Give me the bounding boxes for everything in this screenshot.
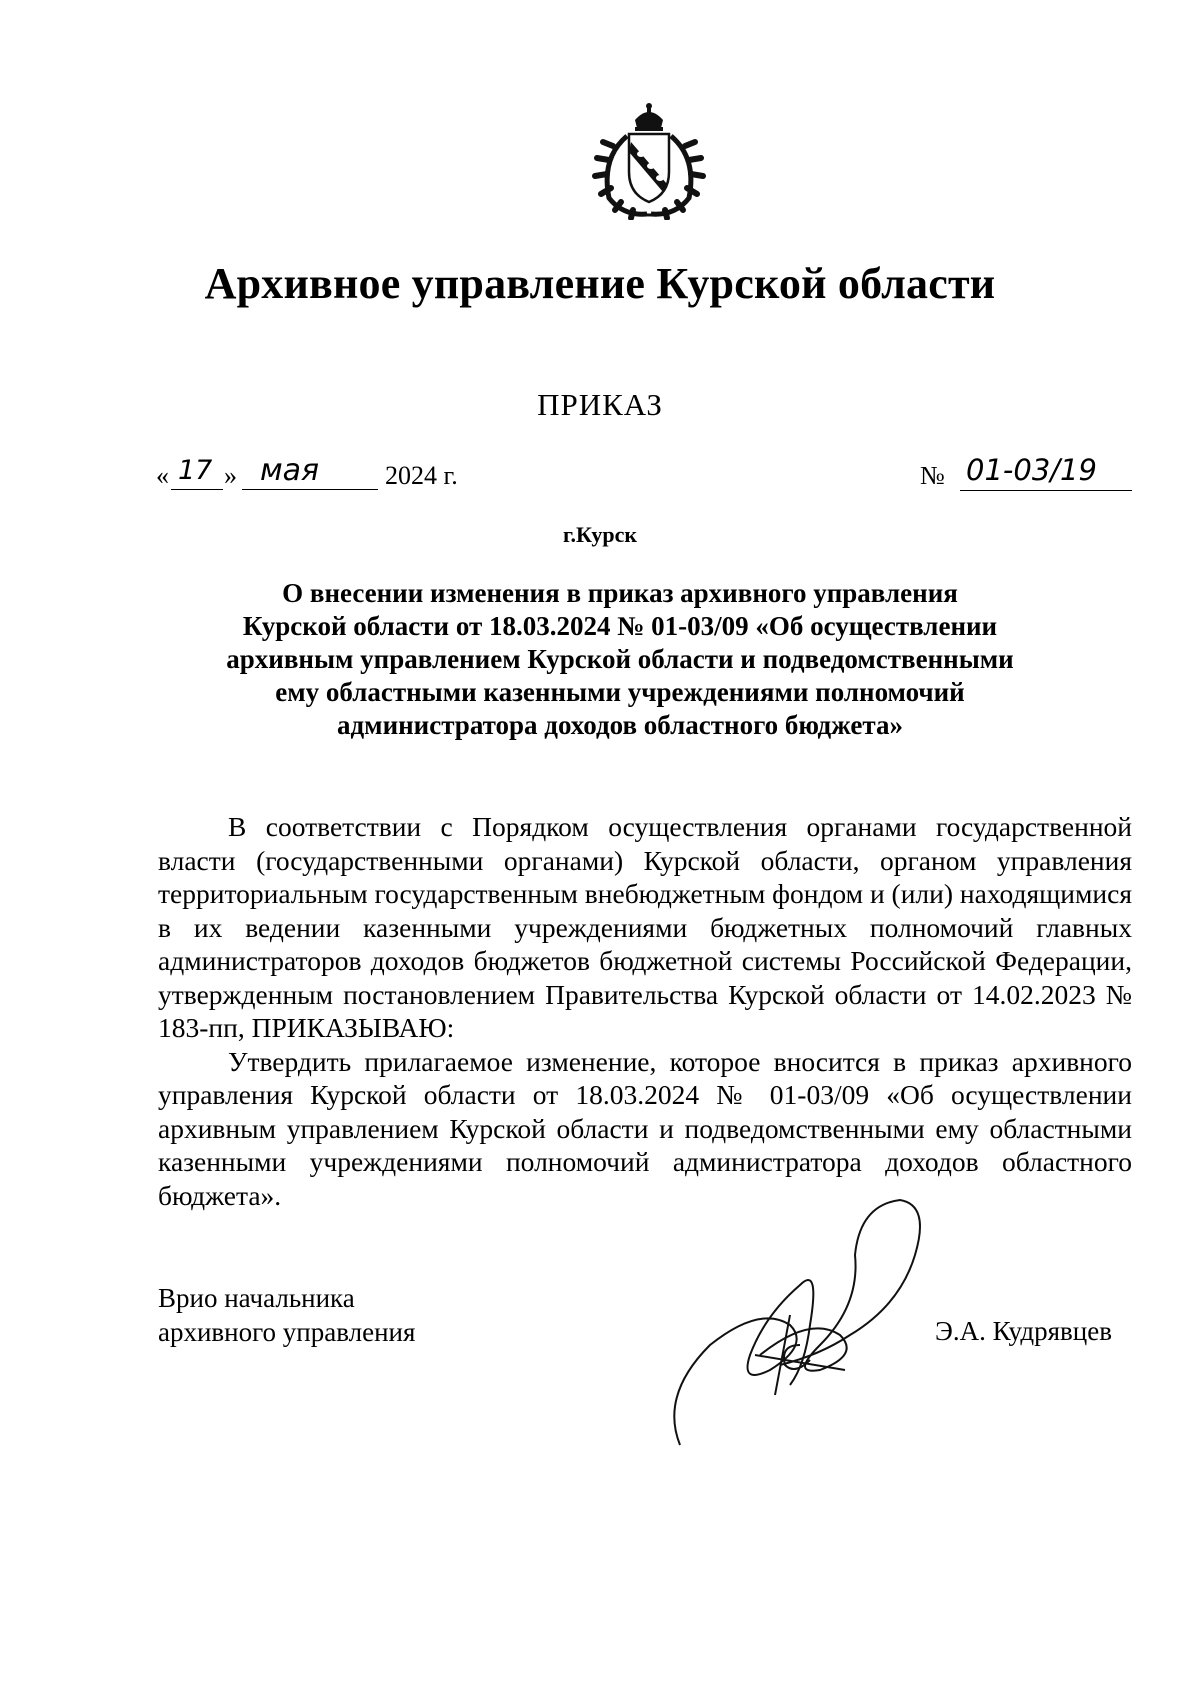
handwritten-signature-icon [670,1195,930,1455]
number-underline [960,490,1132,491]
subject-line: администратора доходов областного бюджета» [337,710,903,740]
signer-name: Э.А. Кудрявцев [935,1316,1112,1346]
day-underline [171,489,223,490]
date-open-quote: « [156,461,169,490]
signer-position-line: архивного управления [158,1317,416,1347]
order-number [920,455,1140,497]
number-label: № [920,461,945,490]
signer-position [158,1281,415,1349]
order-date [156,455,516,495]
subject-line: Курской области от 18.03.2024 № 01-03/09 «Об осуществлении [242,611,998,641]
date-close-quote: » [224,461,237,490]
date-month: мая [260,453,320,488]
document-type: ПРИКАЗ [537,387,663,422]
organization-title: Архивное управление Курской области [204,259,996,308]
date-day: 17 [178,455,213,486]
order-subject [160,577,1080,742]
subject-line: ему областными казенными учреждениями полномочий [275,677,965,707]
date-year: 2024 г. [385,461,458,490]
subject-line: О внесении изменения в приказ архивного управления [282,578,958,608]
body-paragraph: Утвердить прилагаемое изменение, которое вносится в приказ архивного управления Курской области от 18.03.2024 № 01-03/09 «Об осуществлении архивным управлением Курской области и подведомственными ему областными казенными учреждениями полномочий администратора доходов областного бюджета». [158,1045,1132,1211]
city: г.Курск [562,522,638,547]
number-value: 01-03/19 [966,453,1097,487]
body-paragraph: В соответствии с Порядком осуществления органами государственной власти (государственными органами) Курской области, органом управления территориальным государственным внебюджетным фондом и (или) находящимися в их ведении казенными учреждениями бюджетных полномочий главных администраторов доходов бюджетов бюджетной системы Российской Федерации, утвержденным постановлением Правительства Курской области от 14.02.2023 № 183-пп, ПРИКАЗЫВАЮ: [158,811,1132,1043]
signer-position-line: Врио начальника [158,1283,355,1313]
kursk-coat-of-arms-icon [583,98,715,220]
subject-line: архивным управлением Курской области и подведомственными [226,644,1014,674]
month-underline [242,489,378,490]
order-body [158,810,1132,1212]
